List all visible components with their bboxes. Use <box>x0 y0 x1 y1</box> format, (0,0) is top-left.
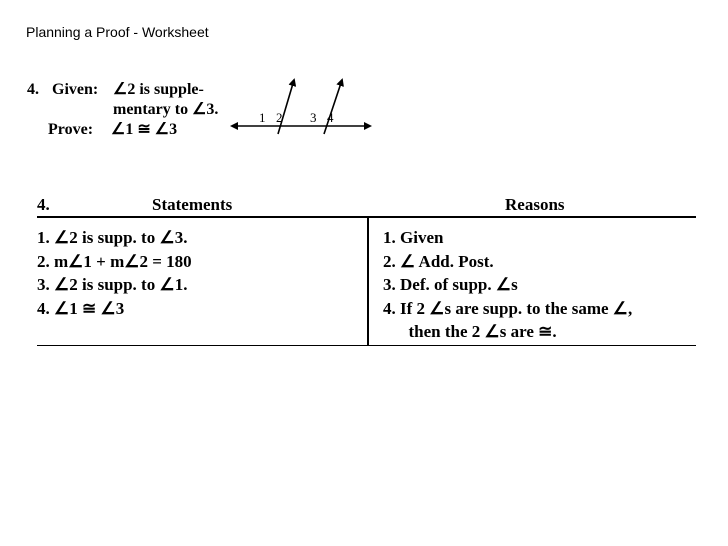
given-line-2: mentary to ∠3. <box>113 101 219 118</box>
angle-label-1: 1 <box>259 110 266 125</box>
angle-figure <box>228 74 378 144</box>
table-number: 4. <box>37 195 50 214</box>
angle-label-3: 3 <box>310 110 317 125</box>
reasons-header: Reasons <box>505 195 565 214</box>
prove-text: ∠1 ≅ ∠3 <box>111 121 178 138</box>
given-line-1: ∠2 is supple- <box>113 81 204 98</box>
prove-label: Prove: <box>48 121 94 138</box>
angle-label-2: 2 <box>276 110 283 125</box>
angle-label-4: 4 <box>327 110 334 125</box>
bottom-rule <box>37 345 696 346</box>
statement-1: 1. ∠2 is supp. to ∠3. <box>37 228 188 247</box>
reason-2: 2. ∠ Add. Post. <box>383 251 494 271</box>
reason-3: 3. Def. of supp. ∠s <box>383 275 518 294</box>
statements-header: Statements <box>152 195 233 214</box>
reason-4: 4. If 2 ∠s are supp. to the same ∠, <box>383 298 633 318</box>
slide-title: Planning a Proof - Worksheet <box>26 24 209 40</box>
statement-3: 3. ∠2 is supp. to ∠1. <box>37 275 188 294</box>
statement-4: 4. ∠1 ≅ ∠3 <box>37 298 125 318</box>
problem-number: 4. <box>27 81 39 98</box>
reason-4-continued: then the 2 ∠s are ≅. <box>383 322 557 341</box>
column-divider <box>367 217 369 346</box>
statement-2: 2. m∠1 + m∠2 = 180 <box>37 251 192 271</box>
given-label: Given: <box>52 81 99 98</box>
reason-1: 1. Given <box>383 228 444 247</box>
